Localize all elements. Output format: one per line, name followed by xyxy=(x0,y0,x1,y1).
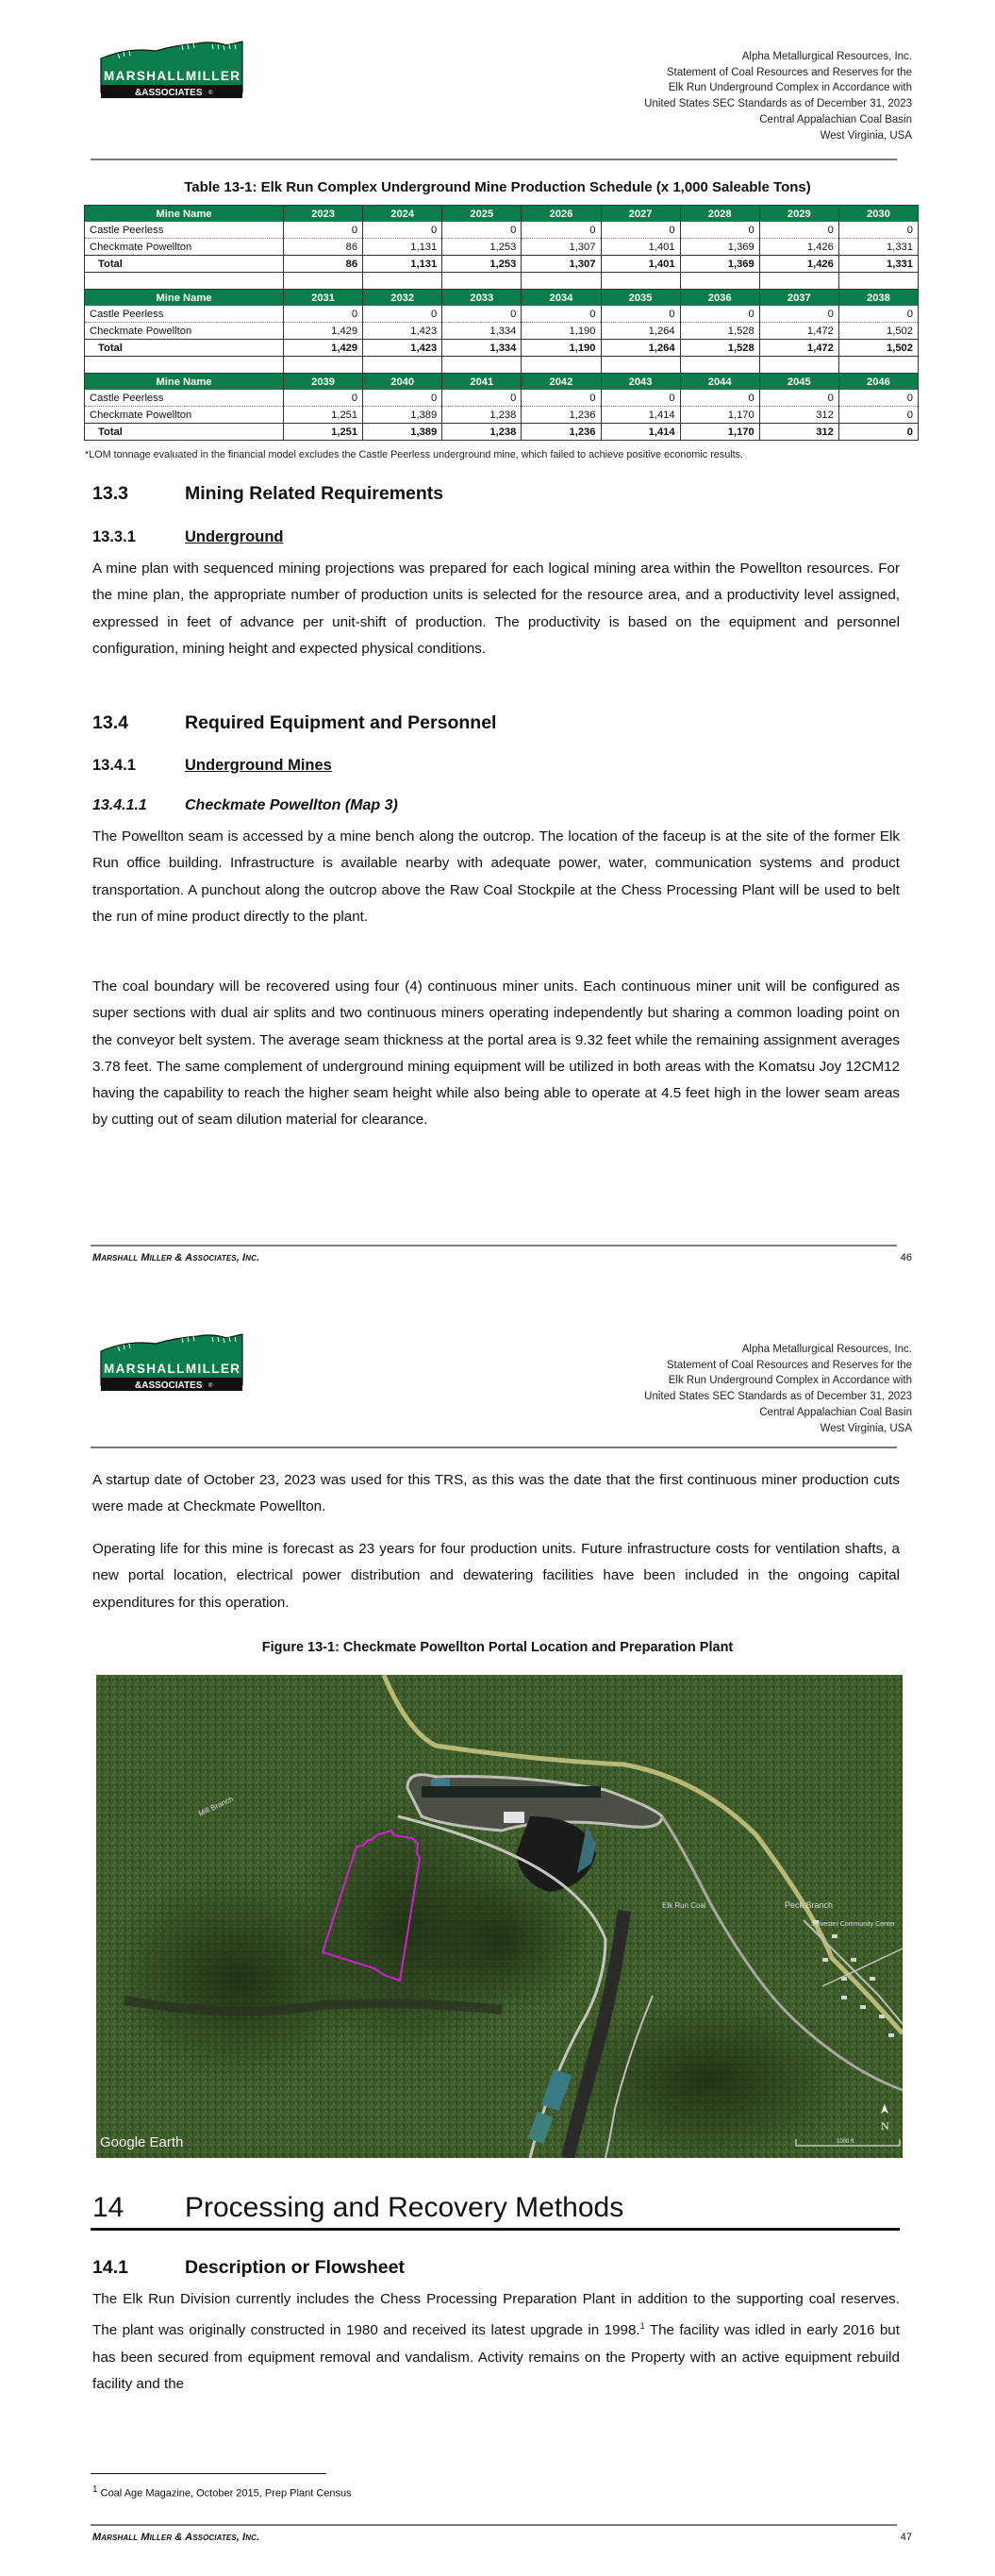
footnote-number: 1 xyxy=(92,2484,98,2495)
total-label-cell: Total xyxy=(85,340,284,357)
paragraph-operating-life: Operating life for this mine is forecast as 23 years for four production units. Future infrastructure costs for ventilation shafts, a new portal location, electrical power distribution and dewatering facilities have been included in the ongoing capital expenditures for this operation. xyxy=(92,1541,900,1611)
tonnage-cell: 1,170 xyxy=(680,407,759,424)
spacer-cell xyxy=(284,357,363,374)
tonnage-cell: 1,264 xyxy=(601,323,680,340)
total-value-cell: 1,170 xyxy=(680,424,759,441)
total-value-cell: 1,334 xyxy=(442,340,522,357)
section-heading-13-3-1 xyxy=(92,528,284,546)
column-header-year: 2046 xyxy=(838,374,918,391)
chapter-heading-14 xyxy=(92,2192,623,2224)
column-header-year: 2040 xyxy=(363,374,442,391)
total-value-cell: 1,401 xyxy=(601,256,680,273)
spacer-cell xyxy=(680,357,759,374)
section-heading-13-3 xyxy=(92,483,443,505)
total-value-cell: 1,528 xyxy=(680,340,759,357)
paragraph-text: The Elk Run Division currently includes the Chess Processing Preparation Plant in addition to the supporting coal reserves. The plant was originally constructed in 1980 and received its latest upgrade in 1998. xyxy=(92,2291,900,2339)
tonnage-cell: 0 xyxy=(442,222,522,239)
total-value-cell: 1,190 xyxy=(522,340,601,357)
header-line: Statement of Coal Resources and Reserves for the xyxy=(666,1359,912,1371)
section-title: Underground xyxy=(185,528,284,545)
column-header-year: 2044 xyxy=(680,374,759,391)
header-line: United States SEC Standards as of December 31, 2023 xyxy=(644,98,912,110)
satellite-map-figure xyxy=(96,1675,903,2158)
total-value-cell: 1,423 xyxy=(363,340,442,357)
svg-text:®: ® xyxy=(208,1383,213,1389)
map-label: Sylvester Community Center xyxy=(811,1921,896,1928)
footer-divider xyxy=(91,1245,897,1246)
table-header-row xyxy=(85,206,919,223)
tonnage-cell: 0 xyxy=(838,222,918,239)
table-note: *LOM tonnage evaluated in the financial model excludes the Castle Peerless underground mine, which failed to achieve positive economic results. xyxy=(85,449,743,460)
header-line: Statement of Coal Resources and Reserves for the xyxy=(666,66,912,78)
mine-name-cell: Checkmate Powellton xyxy=(85,239,284,256)
total-value-cell: 1,236 xyxy=(522,424,601,441)
tonnage-cell: 1,131 xyxy=(363,239,442,256)
table-header-row xyxy=(85,290,919,307)
chapter-number: 14 xyxy=(92,2192,124,2223)
tonnage-cell: 1,307 xyxy=(522,239,601,256)
spacer-cell xyxy=(838,357,918,374)
table-total-row xyxy=(85,256,919,273)
footnote-reference[interactable]: 1 xyxy=(639,2321,645,2332)
section-number: 14.1 xyxy=(92,2257,128,2278)
section-number: 13.4.1 xyxy=(92,757,136,774)
spacer-cell xyxy=(522,273,601,290)
table-row xyxy=(85,390,919,407)
tonnage-cell: 1,253 xyxy=(442,239,522,256)
tonnage-cell: 0 xyxy=(838,407,918,424)
table-title: Table 13-1: Elk Run Complex Underground Mine Production Schedule (x 1,000 Saleable Tons) xyxy=(184,179,811,195)
mine-name-cell: Checkmate Powellton xyxy=(85,407,284,424)
header-line: West Virginia, USA xyxy=(820,129,912,142)
spacer-cell xyxy=(759,273,838,290)
mine-name-cell: Castle Peerless xyxy=(85,390,284,407)
column-header-year: 2035 xyxy=(601,290,680,307)
page-number: 46 xyxy=(900,1252,912,1263)
total-value-cell: 1,264 xyxy=(601,340,680,357)
paragraph-mine-plan: A mine plan with sequenced mining projections was prepared for each logical mining area within the Powellton resources. For the mine plan, the appropriate number of production units is selected for the resource area, and a productivity level assigned, expressed in feet of advance per unit-shift of production. The productivity is based on the equipment and personnel configuration, mining height and expected physical conditions. xyxy=(92,560,900,657)
tonnage-cell: 1,414 xyxy=(601,407,680,424)
tonnage-cell: 0 xyxy=(759,390,838,407)
tonnage-cell: 1,429 xyxy=(284,323,363,340)
section-heading-13-4 xyxy=(92,712,496,734)
column-header-mine-name: Mine Name xyxy=(85,374,284,391)
tonnage-cell: 1,331 xyxy=(838,239,918,256)
tonnage-cell: 0 xyxy=(838,390,918,407)
tonnage-cell: 1,401 xyxy=(601,239,680,256)
map-label: Mill Branch xyxy=(197,1794,235,1818)
header-line: Elk Run Underground Complex in Accordance with xyxy=(668,1375,912,1387)
spacer-cell xyxy=(363,273,442,290)
spacer-cell xyxy=(85,357,284,374)
column-header-year: 2031 xyxy=(284,290,363,307)
tonnage-cell: 0 xyxy=(601,390,680,407)
svg-text:MARSHALLMILLER: MARSHALLMILLER xyxy=(104,69,240,83)
total-value-cell: 1,307 xyxy=(522,256,601,273)
total-value-cell: 1,502 xyxy=(838,340,918,357)
spacer-cell xyxy=(601,357,680,374)
total-value-cell: 1,331 xyxy=(838,256,918,273)
total-label-cell: Total xyxy=(85,424,284,441)
total-value-cell: 1,369 xyxy=(680,256,759,273)
table-spacer-row xyxy=(85,273,919,290)
header-divider xyxy=(91,1447,897,1448)
production-schedule-table xyxy=(84,205,919,441)
tonnage-cell: 0 xyxy=(759,306,838,323)
svg-text:MARSHALLMILLER: MARSHALLMILLER xyxy=(104,1362,240,1376)
table-spacer-row xyxy=(85,357,919,374)
tonnage-cell: 1,190 xyxy=(522,323,601,340)
svg-text:&ASSOCIATES: &ASSOCIATES xyxy=(135,88,203,98)
total-value-cell: 1,251 xyxy=(284,424,363,441)
marshall-miller-logo xyxy=(99,38,245,106)
tonnage-cell: 1,236 xyxy=(522,407,601,424)
column-header-year: 2024 xyxy=(363,206,442,223)
table-total-row xyxy=(85,424,919,441)
section-title: Mining Related Requirements xyxy=(185,483,444,504)
tonnage-cell: 1,334 xyxy=(442,323,522,340)
tonnage-cell: 0 xyxy=(522,222,601,239)
footer-divider xyxy=(91,2524,897,2526)
google-earth-watermark: Google Earth xyxy=(100,2134,184,2150)
column-header-year: 2045 xyxy=(759,374,838,391)
section-number: 13.3 xyxy=(92,483,128,504)
svg-text:&ASSOCIATES: &ASSOCIATES xyxy=(135,1380,203,1391)
tonnage-cell: 0 xyxy=(284,306,363,323)
page-number: 47 xyxy=(900,2532,912,2543)
chapter-title: Processing and Recovery Methods xyxy=(185,2192,624,2223)
column-header-year: 2025 xyxy=(442,206,522,223)
report-header xyxy=(644,1342,912,1436)
tonnage-cell: 0 xyxy=(522,390,601,407)
header-line: Central Appalachian Coal Basin xyxy=(759,113,912,125)
tonnage-cell: 0 xyxy=(363,222,442,239)
paragraph-coal-boundary: The coal boundary will be recovered using four (4) continuous miner units. Each continuous miner unit will be configured as super sections with dual air splits and two continuous miners operating independently but sharing a common loading point on the conveyor belt system. The average seam thickness at the portal area is 9.32 feet while the remaining assignment averages 3.78 feet. The same complement of underground mining equipment will be utilized in both areas with the Komatsu Joy 12CM12 having the capability to reach the higher seam height while also being able to operate at 4.5 feet high in the lower seam areas by cutting out of seam dilution material for clearance. xyxy=(92,979,900,1129)
mine-name-cell: Castle Peerless xyxy=(85,222,284,239)
paragraph-text: The facility was idled in early 2016 but has been secured from equipment removal and vandalism. Activity remains on the Property with an active equipment rebuild facility and the xyxy=(92,2322,900,2392)
tonnage-cell: 1,423 xyxy=(363,323,442,340)
footnote-text: Coal Age Magazine, October 2015, Prep Plant Census xyxy=(97,2487,352,2500)
map-label: Peck Branch xyxy=(785,1900,834,1910)
column-header-year: 2028 xyxy=(680,206,759,223)
column-header-year: 2036 xyxy=(680,290,759,307)
column-header-year: 2029 xyxy=(759,206,838,223)
footer-company: Marshall Miller & Associates, Inc. xyxy=(92,2532,260,2543)
column-header-year: 2041 xyxy=(442,374,522,391)
map-label: Elk Run Coal xyxy=(662,1901,706,1910)
section-number: 13.4 xyxy=(92,712,128,733)
tonnage-cell: 0 xyxy=(838,306,918,323)
column-header-year: 2030 xyxy=(838,206,918,223)
section-heading-13-4-1 xyxy=(92,757,332,775)
column-header-mine-name: Mine Name xyxy=(85,206,284,223)
total-value-cell: 1,414 xyxy=(601,424,680,441)
header-line: Alpha Metallurgical Resources, Inc. xyxy=(741,51,912,62)
header-line: Elk Run Underground Complex in Accordance with xyxy=(668,82,912,94)
total-value-cell: 1,389 xyxy=(363,424,442,441)
column-header-year: 2042 xyxy=(522,374,601,391)
header-line: West Virginia, USA xyxy=(820,1422,912,1434)
section-number: 13.4.1.1 xyxy=(92,797,147,813)
spacer-cell xyxy=(759,357,838,374)
tonnage-cell: 0 xyxy=(363,306,442,323)
tonnage-cell: 1,389 xyxy=(363,407,442,424)
tonnage-cell: 1,528 xyxy=(680,323,759,340)
column-header-year: 2037 xyxy=(759,290,838,307)
tonnage-cell: 0 xyxy=(759,222,838,239)
table-row xyxy=(85,222,919,239)
paragraph-powellton-access: The Powellton seam is accessed by a mine bench along the outcrop. The location of the faceup is at the site of the former Elk Run office building. Infrastructure is available nearby with adequate power, water, communication systems and product transportation. A punchout along the outcrop above the Raw Coal Stockpile at the Chess Processing Plant will be used to belt the run of mine product directly to the plant. xyxy=(92,828,900,925)
column-header-year: 2034 xyxy=(522,290,601,307)
tonnage-cell: 1,472 xyxy=(759,323,838,340)
tonnage-cell: 0 xyxy=(680,222,759,239)
column-header-year: 2033 xyxy=(442,290,522,307)
section-title: Underground Mines xyxy=(185,757,332,774)
tonnage-cell: 86 xyxy=(284,239,363,256)
spacer-cell xyxy=(442,273,522,290)
column-header-year: 2027 xyxy=(601,206,680,223)
total-label-cell: Total xyxy=(85,256,284,273)
total-value-cell: 86 xyxy=(284,256,363,273)
tonnage-cell: 0 xyxy=(680,390,759,407)
footnote xyxy=(92,2484,352,2500)
spacer-cell xyxy=(363,357,442,374)
section-heading-14-1 xyxy=(92,2257,405,2279)
svg-text:®: ® xyxy=(208,91,213,96)
tonnage-cell: 1,426 xyxy=(759,239,838,256)
header-divider xyxy=(91,159,897,160)
tonnage-cell: 0 xyxy=(284,222,363,239)
spacer-cell xyxy=(838,273,918,290)
tonnage-cell: 1,251 xyxy=(284,407,363,424)
tonnage-cell: 0 xyxy=(601,222,680,239)
spacer-cell xyxy=(522,357,601,374)
satellite-image xyxy=(96,1675,903,2158)
paragraph-elk-run-division xyxy=(92,2286,900,2398)
tonnage-cell: 1,369 xyxy=(680,239,759,256)
mine-name-cell: Checkmate Powellton xyxy=(85,323,284,340)
spacer-cell xyxy=(284,273,363,290)
section-title: Checkmate Powellton (Map 3) xyxy=(185,797,398,813)
table-row xyxy=(85,323,919,340)
tonnage-cell: 0 xyxy=(442,306,522,323)
tonnage-cell: 0 xyxy=(284,390,363,407)
column-header-year: 2038 xyxy=(838,290,918,307)
column-header-year: 2026 xyxy=(522,206,601,223)
column-header-year: 2039 xyxy=(284,374,363,391)
total-value-cell: 1,238 xyxy=(442,424,522,441)
column-header-year: 2032 xyxy=(363,290,442,307)
table-header-row xyxy=(85,374,919,391)
footer-company: Marshall Miller & Associates, Inc. xyxy=(92,1252,260,1263)
report-header xyxy=(644,49,912,143)
tonnage-cell: 0 xyxy=(442,390,522,407)
spacer-cell xyxy=(442,357,522,374)
total-value-cell: 0 xyxy=(838,424,918,441)
table-total-row xyxy=(85,340,919,357)
tonnage-cell: 0 xyxy=(522,306,601,323)
marshall-miller-logo xyxy=(99,1330,245,1398)
total-value-cell: 312 xyxy=(759,424,838,441)
tonnage-cell: 1,502 xyxy=(838,323,918,340)
spacer-cell xyxy=(680,273,759,290)
total-value-cell: 1,472 xyxy=(759,340,838,357)
tonnage-cell: 312 xyxy=(759,407,838,424)
figure-title: Figure 13-1: Checkmate Powellton Portal Location and Preparation Plant xyxy=(261,1640,734,1655)
column-header-year: 2023 xyxy=(284,206,363,223)
mine-name-cell: Castle Peerless xyxy=(85,306,284,323)
tonnage-cell: 1,238 xyxy=(442,407,522,424)
header-line: United States SEC Standards as of December 31, 2023 xyxy=(644,1391,912,1403)
tonnage-cell: 0 xyxy=(680,306,759,323)
header-line: Alpha Metallurgical Resources, Inc. xyxy=(741,1344,912,1355)
column-header-mine-name: Mine Name xyxy=(85,290,284,307)
total-value-cell: 1,429 xyxy=(284,340,363,357)
section-title: Required Equipment and Personnel xyxy=(185,712,497,733)
table-row xyxy=(85,239,919,256)
tonnage-cell: 0 xyxy=(363,390,442,407)
total-value-cell: 1,131 xyxy=(363,256,442,273)
spacer-cell xyxy=(601,273,680,290)
footnote-divider xyxy=(91,2473,326,2474)
total-value-cell: 1,426 xyxy=(759,256,838,273)
section-heading-13-4-1-1 xyxy=(92,797,398,814)
table-row xyxy=(85,306,919,323)
section-number: 13.3.1 xyxy=(92,528,136,545)
tonnage-cell: 0 xyxy=(601,306,680,323)
paragraph-startup-date: A startup date of October 23, 2023 was used for this TRS, as this was the date that the first continuous miner production cuts were made at Checkmate Powellton. xyxy=(92,1472,900,1515)
svg-text:1000 ft: 1000 ft xyxy=(837,2139,854,2145)
spacer-cell xyxy=(85,273,284,290)
column-header-year: 2043 xyxy=(601,374,680,391)
svg-text:N: N xyxy=(881,2119,889,2133)
section-title: Description or Flowsheet xyxy=(185,2257,405,2278)
table-row xyxy=(85,407,919,424)
total-value-cell: 1,253 xyxy=(442,256,522,273)
header-line: Central Appalachian Coal Basin xyxy=(759,1406,912,1418)
chapter-divider xyxy=(91,2228,900,2231)
